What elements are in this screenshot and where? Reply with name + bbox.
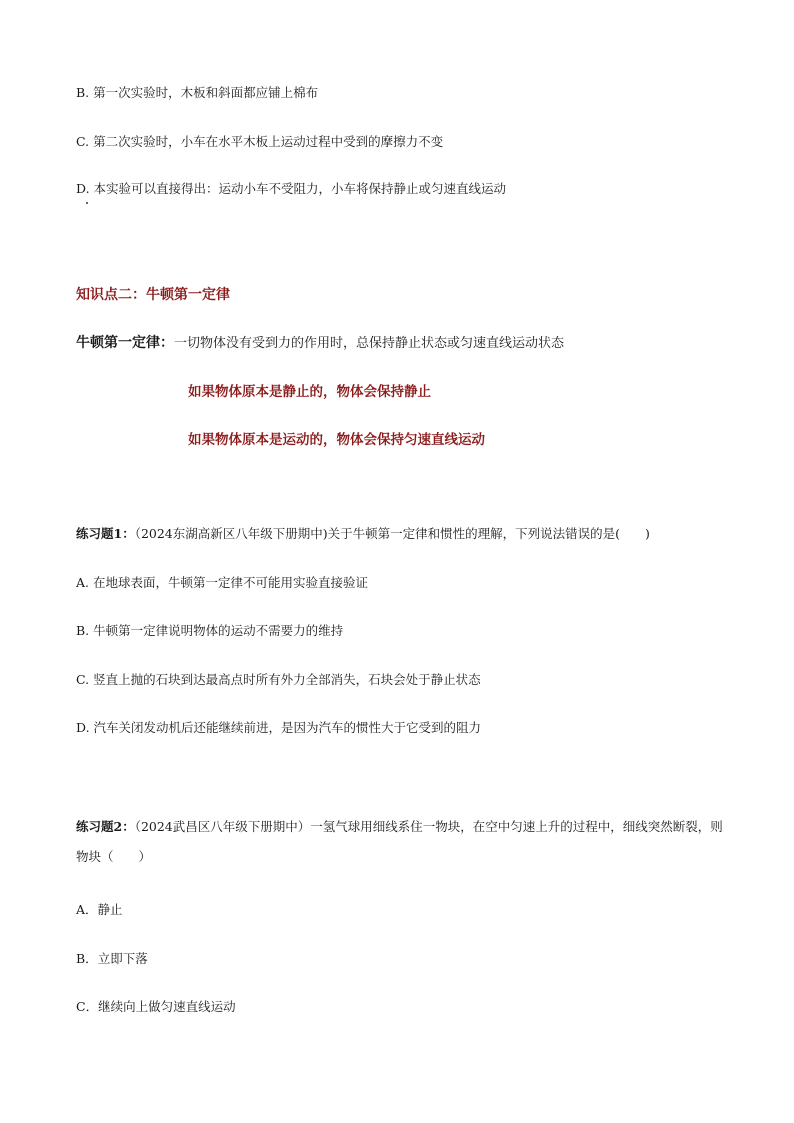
exercise2-option-c <box>76 998 236 1016</box>
option-text: 第一次实验时，木板和斜面都应铺上棉布 <box>93 85 319 100</box>
option-label: D. <box>76 720 90 735</box>
section-heading: 知识点二：牛顿第一定律 <box>76 287 230 303</box>
option-text: 本实验可以直接得出：运动小车不受阻力，小车将保持静止或匀速直线运动 <box>93 181 507 196</box>
option-c <box>76 133 443 151</box>
option-text: 静止 <box>97 902 123 917</box>
option-label: A． <box>76 902 98 917</box>
exercise2-text: （2024武昌区八年级下册期中）一氢气球用细线系住一物块，在空中匀速上升的过程中，细线突然断裂，则物块（ ） <box>76 819 723 864</box>
option-text: 竖直上抛的石块到达最高点时所有外力全部消失，石块会处于静止状态 <box>93 672 481 687</box>
option-label: C． <box>76 999 99 1014</box>
option-label: A. <box>76 575 90 590</box>
law-point-moving: 如果物体原本是运动的，物体会保持匀速直线运动 <box>188 432 485 448</box>
stray-dot <box>86 202 88 204</box>
exercise2-option-a <box>76 901 123 919</box>
exercise1-option-b <box>76 622 343 640</box>
exercise1-option-d <box>76 719 481 737</box>
option-label: C. <box>76 134 90 149</box>
exercise1-option-a <box>76 574 368 592</box>
law-definition <box>76 334 564 353</box>
law-point-static: 如果物体原本是静止的，物体会保持静止 <box>188 384 431 400</box>
option-label: D. <box>76 181 90 196</box>
option-text: 在地球表面，牛顿第一定律不可能用实验直接验证 <box>93 575 369 590</box>
option-text: 继续向上做匀速直线运动 <box>98 999 236 1014</box>
exercise1-label: 练习题1： <box>76 526 135 541</box>
option-text: 第二次实验时，小车在水平木板上运动过程中受到的摩擦力不变 <box>93 134 444 149</box>
option-text: 汽车关闭发动机后还能继续前进，是因为汽车的惯性大于它受到的阻力 <box>93 720 482 735</box>
law-text: 一切物体没有受到力的作用时，总保持静止状态或匀速直线运动状态 <box>174 336 565 351</box>
option-d <box>76 180 506 198</box>
option-label: B. <box>76 623 90 638</box>
exercise2-stem <box>76 812 726 872</box>
exercise1-option-c <box>76 671 481 689</box>
exercise1-text: （2024东湖高新区八年级下册期中)关于牛顿第一定律和惯性的理解，下列说法错误的是( ) <box>134 526 650 541</box>
option-text: 牛顿第一定律说明物体的运动不需要力的维持 <box>93 623 344 638</box>
exercise2-label: 练习题2： <box>76 819 135 834</box>
option-label: C. <box>76 672 90 687</box>
exercise2-option-b <box>76 950 148 968</box>
option-text: 立即下落 <box>97 951 148 966</box>
law-title: 牛顿第一定律： <box>76 335 174 351</box>
option-label: B． <box>76 951 98 966</box>
exercise1-stem <box>76 525 650 543</box>
option-label: B. <box>76 85 90 100</box>
option-b <box>76 84 318 102</box>
